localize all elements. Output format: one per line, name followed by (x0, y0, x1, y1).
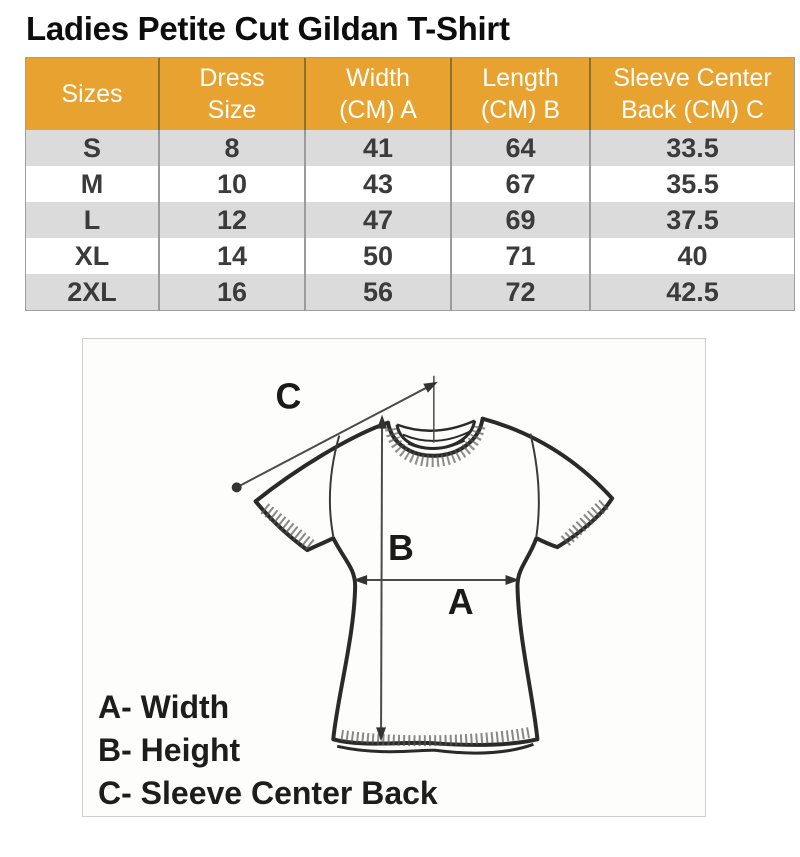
header-cell-width: Width (CM) A (306, 58, 452, 130)
cell-length: 67 (452, 166, 591, 202)
header-cell-sleeve-center-back: Sleeve Center Back (CM) C (613, 64, 772, 124)
cell-dress-size: 10 (160, 166, 306, 202)
legend-item-height: B- Height (98, 732, 241, 768)
legend-item-width: A- Width (98, 689, 230, 725)
cell-size: S (26, 130, 160, 166)
cell-sleeve-center-back: 35.5 (666, 168, 719, 199)
table-row (26, 238, 794, 274)
cell-dress-size: 16 (160, 274, 306, 310)
cell-length: 71 (452, 238, 591, 274)
legend-item-sleeve-center-back: C- Sleeve Center Back (98, 775, 438, 811)
page-title: Ladies Petite Cut Gildan T-Shirt (26, 10, 510, 47)
cell-dress-size: 14 (160, 238, 306, 274)
table-row (26, 274, 794, 310)
cell-size: XL (26, 238, 160, 274)
cell-sleeve-center-back: 42.5 (666, 276, 719, 307)
arrowhead-c-top (423, 382, 438, 393)
tshirt-measurement-diagram (82, 338, 706, 817)
cell-sleeve-center-back: 33.5 (666, 132, 719, 163)
cell-dress-size: 8 (160, 130, 306, 166)
cell-size: M (26, 166, 160, 202)
size-table-header-row (26, 58, 794, 130)
header-cell-dress-size: Dress Size (160, 58, 306, 130)
cell-sleeve-center-back: 40 (677, 240, 708, 271)
cell-width: 47 (306, 202, 452, 238)
cell-sleeve-center-back: 37.5 (666, 204, 719, 235)
cell-width: 50 (306, 238, 452, 274)
diagram-legend (98, 686, 438, 815)
c-line-end-dot (232, 482, 242, 492)
table-row (26, 130, 794, 166)
header-cell-length: Length (CM) B (452, 58, 591, 130)
table-row (26, 166, 794, 202)
cell-width: 43 (306, 166, 452, 202)
cell-size: L (26, 202, 160, 238)
cell-length: 69 (452, 202, 591, 238)
table-row (26, 202, 794, 238)
size-table (25, 57, 795, 311)
cell-width: 41 (306, 130, 452, 166)
cell-dress-size: 12 (160, 202, 306, 238)
diagram-label-a: A (447, 581, 474, 622)
header-cell-sizes: Sizes (26, 58, 160, 130)
diagram-label-b: B (388, 528, 414, 569)
cell-length: 64 (452, 130, 591, 166)
cell-width: 56 (306, 274, 452, 310)
cell-size: 2XL (26, 274, 160, 310)
cell-length: 72 (452, 274, 591, 310)
diagram-label-c: C (275, 376, 302, 417)
